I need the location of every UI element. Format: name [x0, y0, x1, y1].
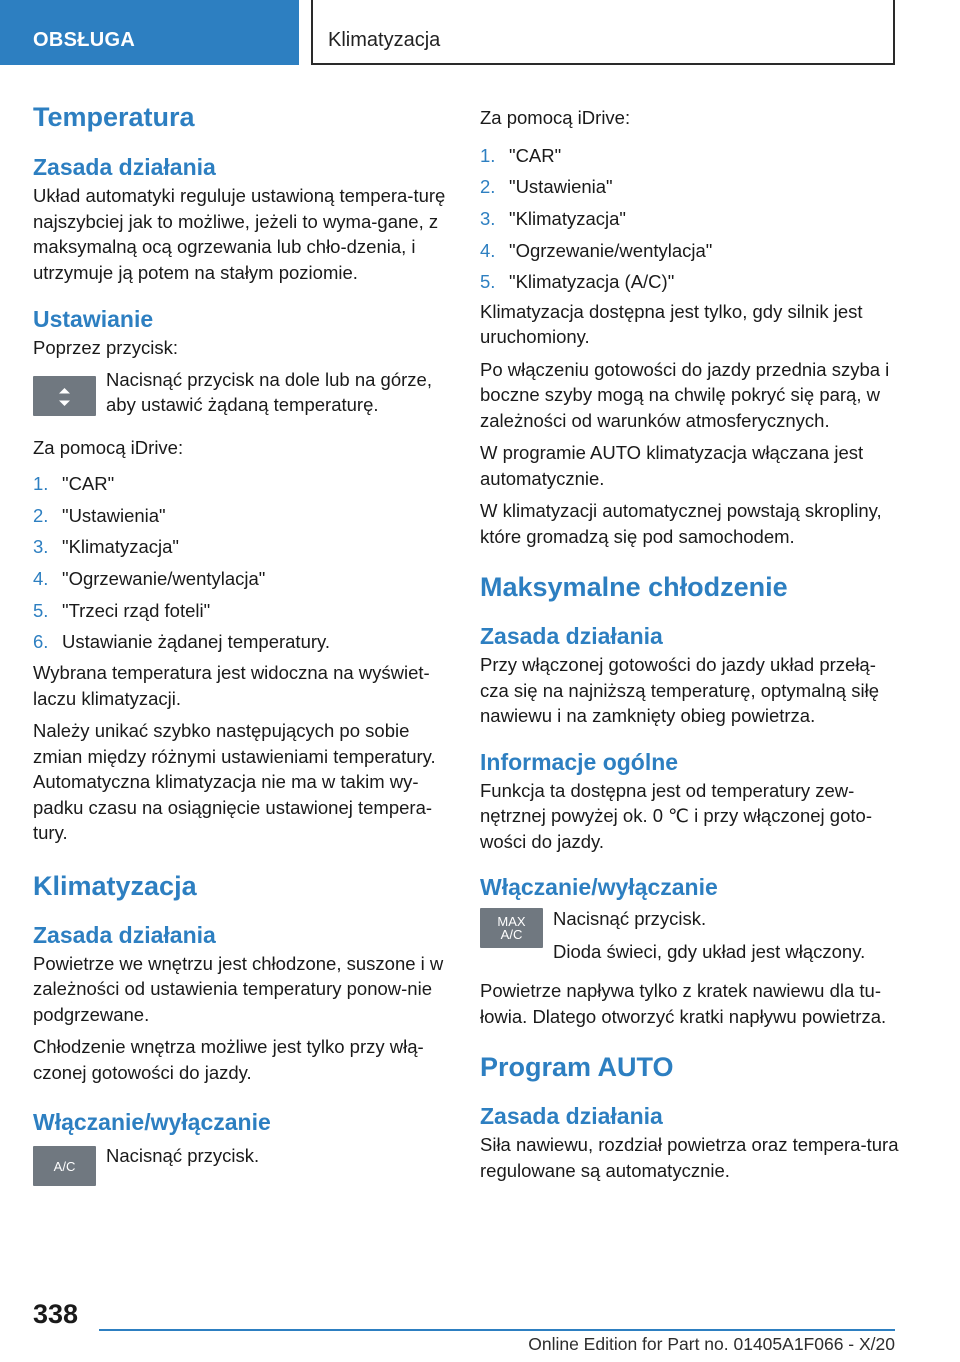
heading-wlaczanie-wylaczanie: Włączanie/wyłączanie [33, 1109, 271, 1136]
paragraph: Za pomocą iDrive: [480, 107, 631, 128]
footer-divider [99, 1329, 895, 1331]
max-ac-button-label-bottom: A/C [500, 927, 523, 943]
heading-zasada-dzialania: Zasada działania [480, 1103, 663, 1130]
paragraph: Nacisnąć przycisk. [106, 1145, 260, 1167]
section-tab [0, 0, 299, 65]
paragraph: W programie AUTO klimatyzacja włączana jest automatycznie. [480, 442, 864, 489]
steps-list-ac [480, 143, 900, 295]
section-title: OBSŁUGA [33, 29, 136, 51]
list-item: 4. "Ogrzewanie/wentylacja" [33, 568, 266, 590]
heading-temperatura: Temperatura [33, 102, 195, 132]
list-item: 1. "CAR" [480, 144, 562, 166]
list-item: 3. "Klimatyzacja" [480, 207, 626, 229]
heading-zasada-dzialania: Zasada działania [33, 154, 216, 180]
paragraph: Poprzez przycisk: [33, 337, 178, 358]
max-ac-button-row [480, 906, 900, 964]
ac-button-label: A/C [53, 1158, 76, 1174]
list-item: 2. "Ustawienia" [33, 504, 166, 526]
paragraph: Wybrana temperatura jest widoczna na wyświet-laczu klimatyzacji. [33, 662, 430, 709]
list-item: 5. "Trzeci rząd foteli" [33, 599, 211, 621]
ac-button-row [33, 1143, 453, 1174]
paragraph: Przy włączonej gotowości do jazdy układ przełą-cza się na najniższą temperaturę, optymalną siłę nawiewu i na zamknięty obieg powietrza. [480, 654, 879, 727]
heading-zasada-dzialania: Zasada działania [480, 623, 663, 650]
left-column [33, 100, 453, 1174]
heading-zasada-dzialania: Zasada działania [33, 921, 216, 948]
heading-ustawianie: Ustawianie [33, 306, 154, 332]
steps-list-temperature [33, 471, 453, 655]
paragraph: Funkcja ta dostępna jest od temperatury zew-nętrznej powyżej ok. 0 ℃ i przy włączonej goto-wości do jazdy. [480, 779, 872, 852]
paragraph: Układ automatyki reguluje ustawioną tempera-turę najszybciej jak to możliwe, jeżeli to wyma-gane, z maksymalną ocą ogrzewania lub chło-dzenia, i utrzymuje ją potem na stałym poziomie. [33, 185, 446, 283]
paragraph: Po włączeniu gotowości do jazdy przednia szyba i boczne szyby mogą na chwilę pokryć się parą, w zależności od warunków atmosferycznych. [480, 358, 890, 431]
heading-program-auto: Program AUTO [480, 1052, 674, 1083]
list-item: 6. Ustawianie żądanej temperatury. [33, 631, 331, 653]
right-column [480, 105, 900, 1183]
heading-maksymalne-chlodzenie: Maksymalne chłodzenie [480, 572, 788, 603]
list-item: 2. "Ustawienia" [480, 176, 613, 198]
list-item: 1. "CAR" [33, 473, 115, 494]
edition-text: Online Edition for Part no. 01405A1F066 - X/20 [528, 1334, 895, 1354]
paragraph: Nacisnąć przycisk. [553, 908, 707, 930]
paragraph: W klimatyzacji automatycznej powstają skropliny, które gromadzą się pod samochodem. [480, 500, 882, 547]
paragraph: Powietrze we wnętrzu jest chłodzone, suszone i w zależności od ustawienia temperatury ponow-nie podgrzewane. [33, 952, 444, 1025]
max-ac-button [480, 908, 543, 948]
up-down-arrows-icon [33, 376, 96, 416]
list-item: 3. "Klimatyzacja" [33, 536, 179, 558]
chapter-header [311, 0, 895, 65]
paragraph: Nacisnąć przycisk na dole lub na górze, aby ustawić żądaną temperaturę. [106, 368, 432, 415]
temperature-rocker-button [33, 376, 96, 416]
ac-button [33, 1146, 96, 1186]
paragraph: Za pomocą iDrive: [33, 436, 184, 458]
heading-informacje-ogolne: Informacje ogólne [480, 748, 679, 775]
paragraph: Dioda świeci, gdy układ jest włączony. [553, 940, 866, 962]
chapter-title: Klimatyzacja [328, 29, 441, 51]
list-item: 5. "Klimatyzacja (A/C)" [480, 271, 675, 293]
paragraph: Siła nawiewu, rozdział powietrza oraz tempera-tura regulowane są automatycznie. [480, 1134, 899, 1181]
heading-wlaczanie-wylaczanie: Włączanie/wyłączanie [480, 874, 718, 901]
list-item: 4. "Ogrzewanie/wentylacja" [480, 239, 713, 261]
paragraph: Klimatyzacja dostępna jest tylko, gdy silnik jest uruchomiony. [480, 300, 863, 348]
heading-klimatyzacja: Klimatyzacja [33, 870, 197, 901]
paragraph: Należy unikać szybko następujących po sobie zmian między różnymi ustawieniami temperatury. Automatyczna klimatyzacja nie ma w takim wy-padku czasu na osiągnięcie ustawionej tempera-tury. [33, 720, 436, 844]
max-ac-button-label-top: MAX [497, 914, 526, 930]
temperature-button-row [33, 367, 453, 418]
paragraph: Powietrze napływa tylko z kratek nawiewu dla tu-łowia. Dlatego otworzyć kratki napływu powietrza. [480, 980, 887, 1027]
page-number: 338 [33, 1299, 79, 1329]
paragraph: Chłodzenie wnętrza możliwe jest tylko przy włą-czonej gotowości do jazdy. [33, 1036, 424, 1083]
